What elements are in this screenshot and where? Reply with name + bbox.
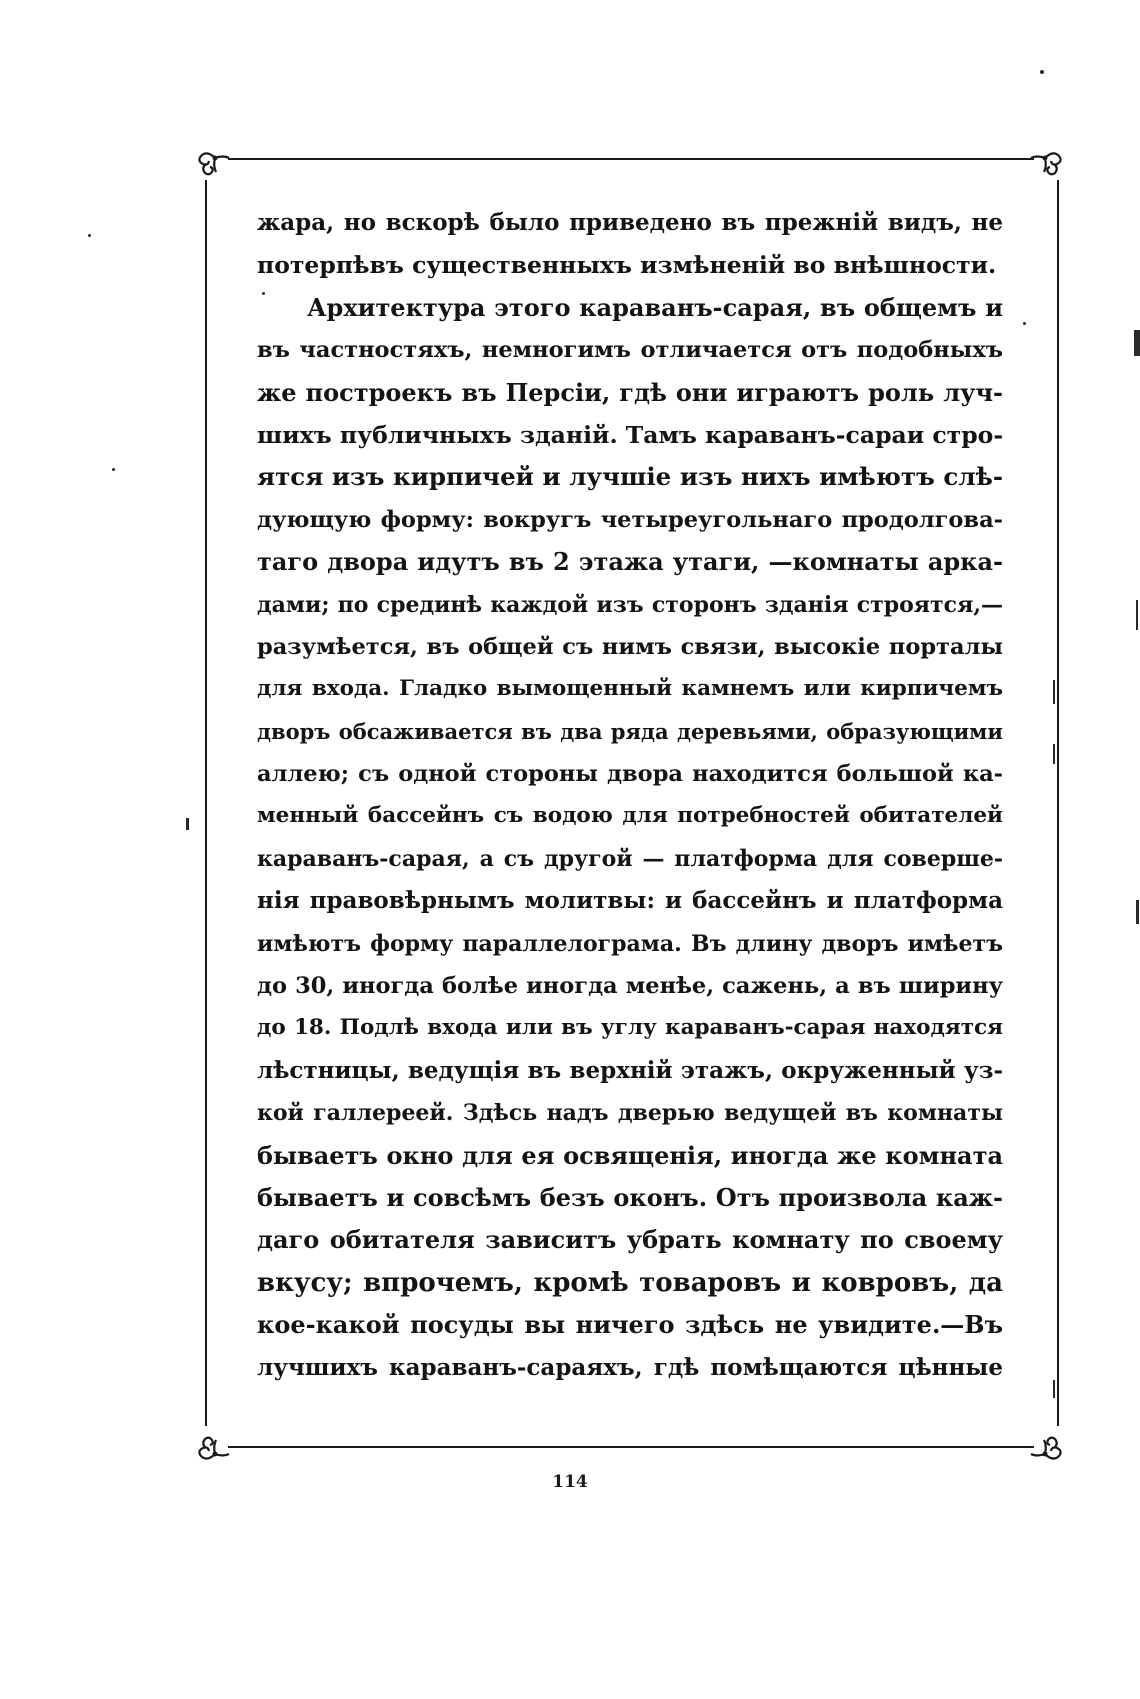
scan-edge-mark [1136,600,1138,630]
text-line: же построекъ въ Персіи, гдѣ они играютъ роль луч- [257,377,1003,407]
scan-speck [112,468,115,471]
scan-edge-mark [1134,330,1140,356]
scan-speck [88,234,91,237]
text-line: ятся изъ кирпичей и лучшіе изъ нихъ имѣютъ слѣ- [257,462,1003,492]
text-line: бываетъ и совсѣмъ безъ оконъ. Отъ произвола каж- [257,1182,1003,1212]
text-line: до 30, иногда болѣе иногда менѣе, сажень, а въ ширину [257,973,1003,1000]
flourish-corner-icon [1022,1424,1068,1470]
text-line: потерпѣвъ существенныхъ измѣненій во внѣшности. [257,251,997,280]
frame-left-rule [205,180,207,1426]
text-line: даго обитателя зависитъ убрать комнату по своему [257,1225,1003,1255]
flourish-corner-icon [1022,142,1068,188]
frame-right-rule [1057,180,1059,1426]
text-line: таго двора идутъ въ 2 этажа утаги, —комнаты арка- [257,547,1003,577]
text-line: бываетъ окно для ея освященія, иногда же комната [257,1140,1003,1170]
frame-top-rule [228,158,1034,160]
scan-speck [1040,70,1044,74]
text-line: Архитектура этого караванъ-сарая, въ общемъ и [307,292,1003,322]
text-line: дующую форму: вокругъ четыреугольнаго продолгова- [257,506,1003,533]
text-line: нія правовѣрнымъ молитвы: и бассейнъ и платформа [257,887,1003,915]
flourish-corner-icon [192,142,238,188]
text-line: кой галлереей. Здѣсь надъ дверью ведущей въ комнаты [257,1100,1003,1127]
text-line: шихъ публичныхъ зданій. Тамъ караванъ-сараи стро- [257,420,1004,449]
scan-speck [1023,322,1026,325]
text-line: менный бассейнъ съ водою для потребностей обитателей [257,803,1003,829]
text-line: кое-какой посуды вы ничего здѣсь не увидите.—Въ [257,1310,1003,1340]
page-number: 114 [552,1472,588,1492]
scan-edge-mark [1053,1380,1055,1398]
text-line: вкусу; впрочемъ, кромѣ товаровъ и ковровъ, да [257,1267,1003,1298]
text-line: дворъ обсаживается въ два ряда деревьями, образующими [257,718,1003,744]
flourish-corner-icon [192,1424,238,1470]
text-line: аллею; съ одной стороны двора находится большой ка- [257,761,1003,788]
frame-bottom-rule [228,1446,1034,1448]
text-line: имѣютъ форму параллелограма. Въ длину дворъ имѣетъ [257,930,1003,957]
text-line: до 18. Подлѣ входа или въ углу караванъ-сарая находятся [257,1015,1003,1041]
text-line: жара, но вскорѣ было приведено въ прежній видъ, не [257,209,1003,236]
scan-speck [262,292,265,295]
text-line: дами; по срединѣ каждой изъ сторонъ зданія строятся,— [257,591,1003,618]
body-text [257,202,1003,1389]
scan-edge-mark [1136,900,1139,924]
scan-edge-mark [1053,680,1055,704]
text-line: лѣстницы, ведущія въ верхній этажъ, окруженный уз- [257,1056,1003,1084]
text-line: караванъ-сарая, а съ другой — платформа для соверше- [257,845,1003,872]
text-line: въ частностяхъ, немногимъ отличается отъ подобныхъ [257,337,1003,364]
text-line: разумѣется, въ общей съ нимъ связи, высокіе порталы [257,633,1003,660]
text-line: для входа. Гладко вымощенный камнемъ или кирпичемъ [257,676,1003,702]
scan-edge-mark [186,818,189,830]
text-line: лучшихъ караванъ-сараяхъ, гдѣ помѣщаются цѣнные [257,1353,1003,1381]
scan-edge-mark [1053,744,1055,764]
